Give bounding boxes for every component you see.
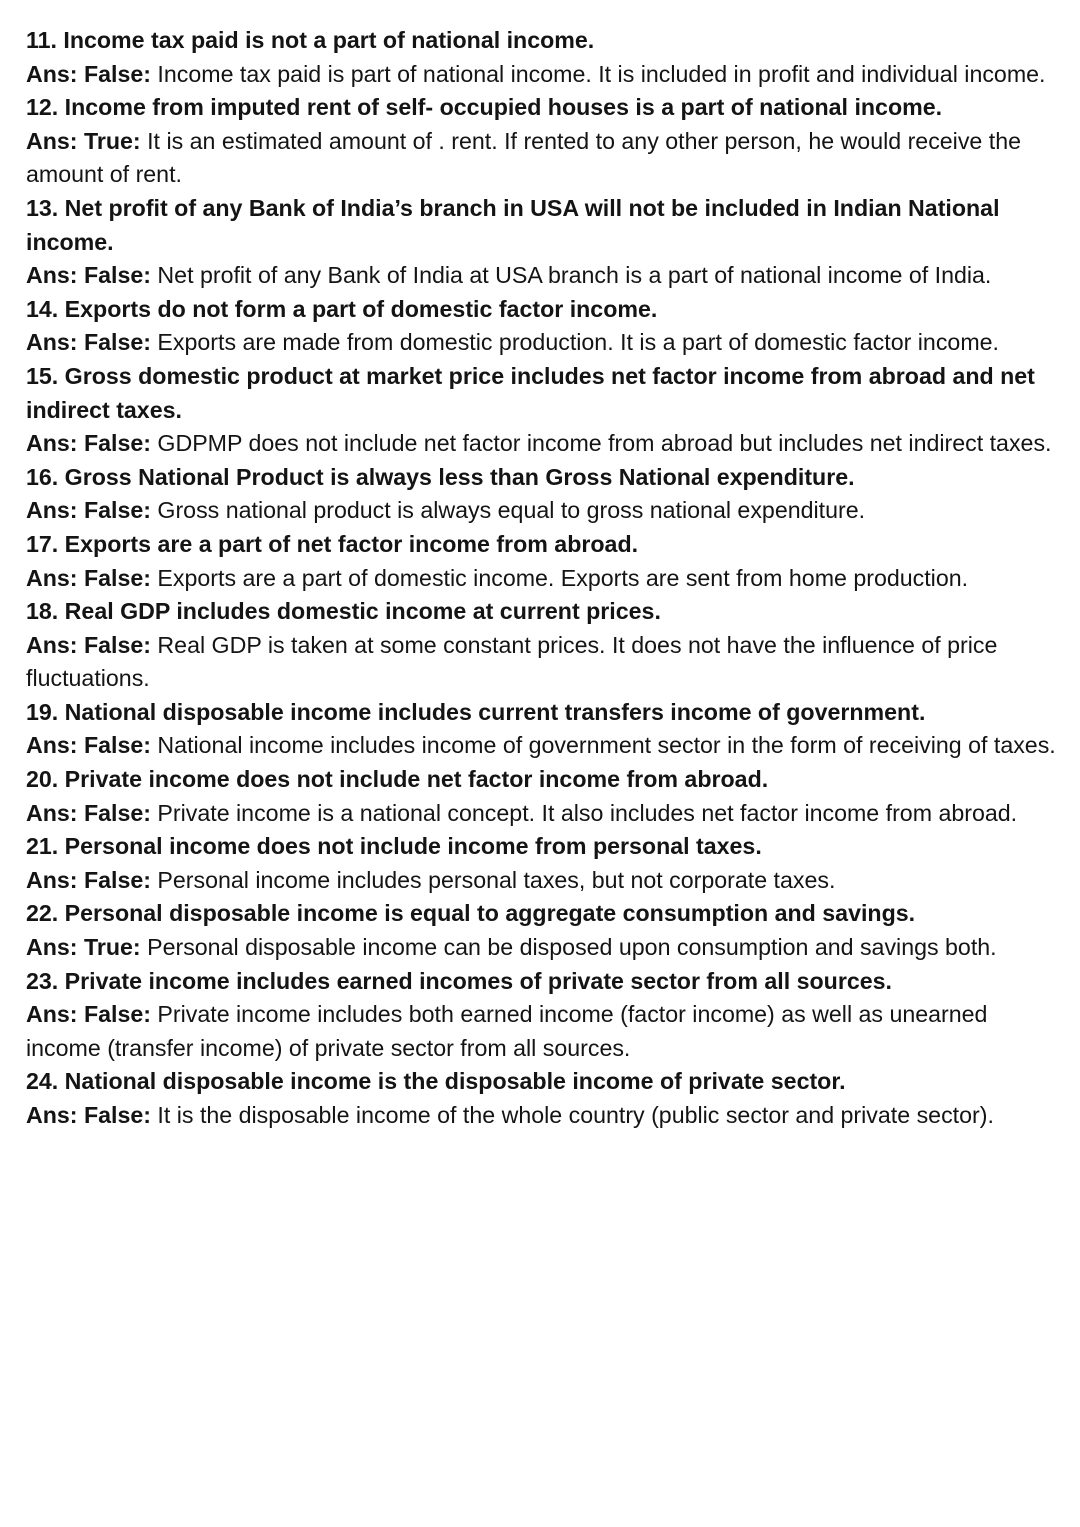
answer-label: Ans: False:: [26, 497, 151, 524]
question: 12. Income from imputed rent of self- occupied houses is a part of national income.: [26, 94, 943, 121]
qa-item: [26, 360, 1066, 461]
answer: [26, 562, 1066, 596]
qa-item: [26, 965, 1066, 1066]
question: 13. Net profit of any Bank of India’s branch in USA will not be included in Indian National income.: [26, 194, 1000, 255]
question: 11. Income tax paid is not a part of national income.: [26, 27, 595, 53]
question: 19. National disposable income includes current transfers income of government.: [26, 698, 926, 725]
answer-text: Private income includes both earned income (factor income) as well as unearned income (transfer income) of private sector from all sources.: [26, 1001, 988, 1061]
answer: [26, 998, 1066, 1065]
answer-text: It is the disposable income of the whole country (public sector and private sector).: [150, 1102, 994, 1128]
answer-text: National income includes income of government sector in the form of receiving of taxes.: [150, 732, 1056, 759]
answer-text: Income tax paid is part of national income. It is included in profit and individual income.: [150, 60, 1046, 87]
answer-text: Net profit of any Bank of India at USA branch is a part of national income of India.: [150, 262, 992, 289]
qa-item: [26, 293, 1066, 360]
answer-label: Ans: False:: [26, 262, 151, 289]
answer-label: Ans: False:: [26, 60, 151, 87]
answer-text: Exports are a part of domestic income. Exports are sent from home production.: [150, 564, 969, 591]
answer: [26, 125, 1066, 192]
answer-text: Personal disposable income can be disposed upon consumption and savings both.: [140, 934, 997, 961]
qa-item: [26, 91, 1066, 192]
answer-label: Ans: False:: [26, 430, 151, 457]
answer-label: Ans: False:: [26, 1102, 151, 1128]
answer-label: Ans: True:: [26, 127, 141, 154]
qa-item: [26, 696, 1066, 763]
answer-text: GDPMP does not include net factor income from abroad but includes net indirect taxes.: [150, 430, 1052, 457]
answer: [26, 1099, 1066, 1133]
answer: [26, 931, 1066, 965]
answer-text: Gross national product is always equal to gross national expenditure.: [150, 497, 866, 524]
answer: [26, 58, 1066, 92]
question: 15. Gross domestic product at market price includes net factor income from abroad and net indirect taxes.: [26, 362, 1035, 423]
document-page: [26, 24, 1066, 1133]
qa-item: [26, 763, 1066, 830]
answer-label: Ans: False:: [26, 1001, 151, 1028]
qa-item: [26, 595, 1066, 696]
answer: [26, 259, 1066, 293]
question: 20. Private income does not include net factor income from abroad.: [26, 766, 769, 793]
question: 17. Exports are a part of net factor income from abroad.: [26, 530, 639, 557]
answer-label: Ans: False:: [26, 329, 151, 356]
answer-text: Exports are made from domestic production. It is a part of domestic factor income.: [150, 329, 999, 356]
question: 16. Gross National Product is always less than Gross National expenditure.: [26, 463, 855, 490]
answer-text: Real GDP is taken at some constant prices. It does not have the influence of price fluctuations.: [26, 631, 998, 692]
answer: [26, 864, 1066, 898]
answer: [26, 427, 1066, 461]
answer-label: Ans: False:: [26, 564, 151, 591]
question: 14. Exports do not form a part of domestic factor income.: [26, 295, 658, 322]
answer: [26, 629, 1066, 696]
qa-item: [26, 830, 1066, 897]
answer-text: Private income is a national concept. It also includes net factor income from abroad.: [150, 799, 1018, 826]
question: 21. Personal income does not include income from personal taxes.: [26, 833, 762, 860]
answer-text: Personal income includes personal taxes, but not corporate taxes.: [150, 866, 836, 893]
answer: [26, 326, 1066, 360]
question: 23. Private income includes earned incomes of private sector from all sources.: [26, 967, 892, 994]
answer-label: Ans: True:: [26, 934, 141, 961]
qa-item: [26, 1065, 1066, 1132]
question: 18. Real GDP includes domestic income at current prices.: [26, 598, 661, 625]
answer-text: It is an estimated amount of . rent. If rented to any other person, he would receive the amount of rent.: [26, 127, 1022, 188]
answer-label: Ans: False:: [26, 732, 151, 759]
qa-item: [26, 897, 1066, 964]
question: 22. Personal disposable income is equal to aggregate consumption and savings.: [26, 900, 916, 927]
qa-item: [26, 528, 1066, 595]
qa-item: [26, 24, 1066, 91]
answer: [26, 797, 1066, 831]
qa-item: [26, 192, 1066, 293]
answer: [26, 729, 1066, 763]
question: 24. National disposable income is the disposable income of private sector.: [26, 1068, 846, 1095]
answer-label: Ans: False:: [26, 866, 151, 893]
answer-label: Ans: False:: [26, 799, 151, 826]
answer-label: Ans: False:: [26, 631, 151, 658]
answer: [26, 494, 1066, 528]
qa-item: [26, 461, 1066, 528]
